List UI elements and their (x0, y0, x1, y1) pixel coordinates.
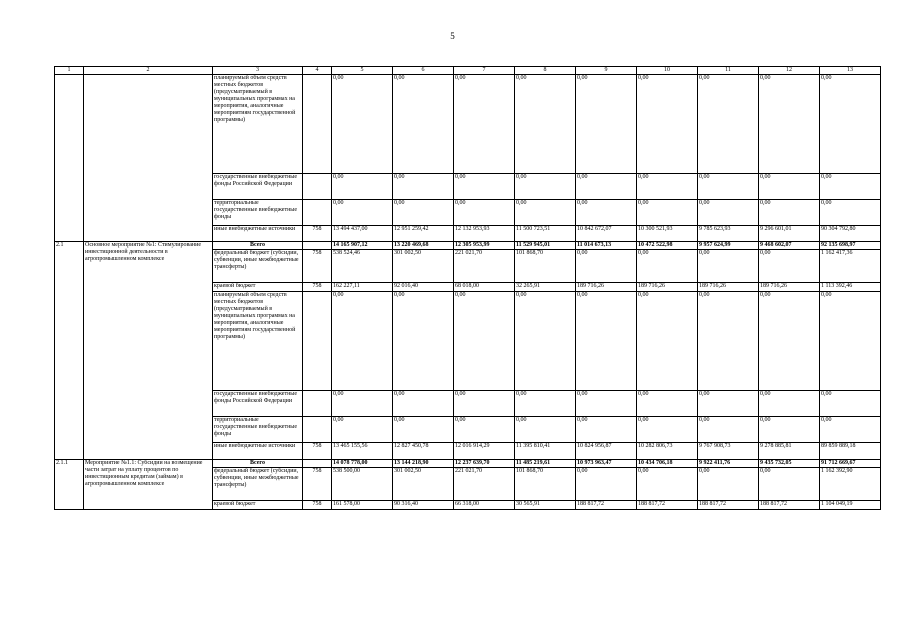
amount-cell: 0,00 (515, 417, 576, 443)
table-row (55, 460, 881, 468)
amount-cell: 0,00 (393, 174, 454, 200)
column-header: 1 (55, 67, 84, 75)
budget-code-cell (303, 174, 332, 200)
amount-cell: 301 002,50 (393, 468, 454, 501)
amount-cell: 0,00 (698, 200, 759, 226)
funding-source-cell: федеральный бюджет (субсидии, субвенции, иные межбюджетные трансферты) (213, 468, 303, 501)
funding-source-cell: планируемый объем средств местных бюджетов (предусматриваемый в муниципальных программах на мероприятия, аналогичные мероприятиям государственной программы) (213, 75, 303, 174)
amount-cell: 189 716,26 (637, 283, 698, 292)
amount-cell: 0,00 (698, 174, 759, 200)
amount-cell: 0,00 (637, 174, 698, 200)
amount-cell: 0,00 (393, 292, 454, 391)
amount-cell: 11 500 723,51 (515, 226, 576, 242)
row-number-cell: 2.1 (55, 242, 84, 460)
funding-source-cell: Всего (213, 460, 303, 468)
amount-cell: 101 868,70 (515, 250, 576, 283)
amount-cell: 1 104 049,19 (820, 501, 881, 510)
amount-cell: 0,00 (332, 292, 393, 391)
column-header: 2 (84, 67, 213, 75)
amount-cell: 0,00 (515, 391, 576, 417)
amount-cell: 12 132 953,93 (454, 226, 515, 242)
amount-cell: 0,00 (820, 292, 881, 391)
amount-cell: 11 485 219,61 (515, 460, 576, 468)
budget-code-cell (303, 242, 332, 250)
amount-cell: 0,00 (332, 75, 393, 174)
amount-cell: 0,00 (820, 200, 881, 226)
amount-cell: 12 827 450,78 (393, 443, 454, 460)
budget-code-cell (303, 460, 332, 468)
amount-cell: 538 524,46 (332, 250, 393, 283)
amount-cell: 0,00 (759, 468, 820, 501)
amount-cell: 90 304 792,80 (820, 226, 881, 242)
amount-cell: 0,00 (820, 75, 881, 174)
amount-cell: 9 468 602,07 (759, 242, 820, 250)
amount-cell: 189 716,26 (576, 283, 637, 292)
amount-cell: 0,00 (576, 174, 637, 200)
amount-cell: 0,00 (515, 200, 576, 226)
budget-code-cell: 758 (303, 226, 332, 242)
amount-cell: 0,00 (576, 200, 637, 226)
amount-cell: 0,00 (698, 292, 759, 391)
amount-cell: 101 868,70 (515, 468, 576, 501)
amount-cell: 10 434 706,18 (637, 460, 698, 468)
page-number: 5 (450, 31, 455, 41)
amount-cell: 91 712 669,67 (820, 460, 881, 468)
measure-name-cell: Мероприятие №1.1: Субсидии на возмещение части затрат на уплату процентов по инвестиционным кредитам (займам) в агропромышленном комплексе (84, 460, 213, 510)
amount-cell: 13 494 437,00 (332, 226, 393, 242)
amount-cell: 0,00 (698, 417, 759, 443)
amount-cell: 14 165 907,12 (332, 242, 393, 250)
amount-cell: 0,00 (698, 250, 759, 283)
amount-cell: 188 817,72 (698, 501, 759, 510)
column-header: 3 (213, 67, 303, 75)
budget-code-cell: 758 (303, 250, 332, 283)
amount-cell: 0,00 (515, 75, 576, 174)
budget-code-cell: 758 (303, 283, 332, 292)
amount-cell: 12 951 259,42 (393, 226, 454, 242)
column-header: 8 (515, 67, 576, 75)
amount-cell: 0,00 (698, 75, 759, 174)
amount-cell: 10 973 963,47 (576, 460, 637, 468)
amount-cell: 1 162 417,36 (820, 250, 881, 283)
amount-cell: 9 296 601,01 (759, 226, 820, 242)
amount-cell: 9 767 908,73 (698, 443, 759, 460)
budget-code-cell (303, 417, 332, 443)
amount-cell: 0,00 (576, 391, 637, 417)
amount-cell: 12 237 639,70 (454, 460, 515, 468)
amount-cell: 0,00 (332, 391, 393, 417)
funding-source-cell: краевой бюджет (213, 501, 303, 510)
funding-source-cell: территориальные государственные внебюджетные фонды (213, 417, 303, 443)
amount-cell: 161 578,00 (332, 501, 393, 510)
column-header-row (55, 67, 881, 75)
column-header: 12 (759, 67, 820, 75)
funding-source-cell: краевой бюджет (213, 283, 303, 292)
table-row (55, 75, 881, 174)
amount-cell: 0,00 (454, 174, 515, 200)
amount-cell: 0,00 (576, 292, 637, 391)
budget-code-cell (303, 75, 332, 174)
amount-cell: 0,00 (576, 75, 637, 174)
funding-source-cell: государственные внебюджетные фонды Российской Федерации (213, 174, 303, 200)
amount-cell: 0,00 (576, 417, 637, 443)
amount-cell: 301 002,50 (393, 250, 454, 283)
amount-cell: 11 014 673,13 (576, 242, 637, 250)
amount-cell: 538 500,00 (332, 468, 393, 501)
column-header: 7 (454, 67, 515, 75)
amount-cell: 12 016 914,29 (454, 443, 515, 460)
amount-cell: 10 824 956,87 (576, 443, 637, 460)
amount-cell: 0,00 (698, 468, 759, 501)
amount-cell: 0,00 (332, 200, 393, 226)
amount-cell: 10 472 522,98 (637, 242, 698, 250)
budget-code-cell: 758 (303, 468, 332, 501)
measure-name-cell (84, 75, 213, 242)
amount-cell: 162 227,11 (332, 283, 393, 292)
column-header: 6 (393, 67, 454, 75)
amount-cell: 0,00 (515, 292, 576, 391)
amount-cell: 0,00 (759, 292, 820, 391)
amount-cell: 13 465 155,56 (332, 443, 393, 460)
amount-cell: 0,00 (454, 417, 515, 443)
column-header: 13 (820, 67, 881, 75)
amount-cell: 0,00 (759, 417, 820, 443)
amount-cell: 92 135 698,97 (820, 242, 881, 250)
amount-cell: 13 220 469,68 (393, 242, 454, 250)
measure-name-cell: Основное мероприятие №1: Стимулирование инвестиционной деятельности в агропромышленном комплексе (84, 242, 213, 460)
amount-cell: 0,00 (759, 391, 820, 417)
amount-cell: 0,00 (637, 292, 698, 391)
amount-cell: 221 021,70 (454, 250, 515, 283)
budget-code-cell (303, 391, 332, 417)
budget-code-cell (303, 292, 332, 391)
amount-cell: 14 078 778,00 (332, 460, 393, 468)
column-header: 4 (303, 67, 332, 75)
column-header: 10 (637, 67, 698, 75)
amount-cell: 9 785 623,93 (698, 226, 759, 242)
budget-table (54, 66, 881, 510)
amount-cell: 0,00 (393, 391, 454, 417)
amount-cell: 0,00 (759, 250, 820, 283)
amount-cell: 1 113 392,46 (820, 283, 881, 292)
amount-cell: 9 957 624,99 (698, 242, 759, 250)
budget-code-cell (303, 200, 332, 226)
amount-cell: 0,00 (759, 200, 820, 226)
table-row (55, 242, 881, 250)
funding-source-cell: иные внебюджетные источники (213, 226, 303, 242)
amount-cell: 11 529 945,01 (515, 242, 576, 250)
amount-cell: 0,00 (820, 391, 881, 417)
amount-cell: 0,00 (454, 391, 515, 417)
amount-cell: 188 817,72 (759, 501, 820, 510)
amount-cell: 11 395 810,41 (515, 443, 576, 460)
table-body (55, 67, 881, 510)
amount-cell: 10 300 521,93 (637, 226, 698, 242)
amount-cell: 66 318,00 (454, 501, 515, 510)
amount-cell: 221 021,70 (454, 468, 515, 501)
amount-cell: 9 278 885,81 (759, 443, 820, 460)
amount-cell: 9 435 732,05 (759, 460, 820, 468)
amount-cell: 0,00 (393, 417, 454, 443)
amount-cell: 0,00 (637, 250, 698, 283)
amount-cell: 0,00 (576, 250, 637, 283)
funding-source-cell: Всего (213, 242, 303, 250)
amount-cell: 189 716,26 (759, 283, 820, 292)
budget-code-cell: 758 (303, 443, 332, 460)
amount-cell: 1 162 392,90 (820, 468, 881, 501)
amount-cell: 188 817,72 (576, 501, 637, 510)
amount-cell: 0,00 (637, 468, 698, 501)
amount-cell: 90 316,40 (393, 501, 454, 510)
funding-source-cell: иные внебюджетные источники (213, 443, 303, 460)
amount-cell: 0,00 (820, 417, 881, 443)
amount-cell: 30 565,91 (515, 501, 576, 510)
amount-cell: 0,00 (393, 200, 454, 226)
amount-cell: 10 282 806,73 (637, 443, 698, 460)
amount-cell: 32 265,91 (515, 283, 576, 292)
amount-cell: 0,00 (454, 75, 515, 174)
amount-cell: 0,00 (454, 200, 515, 226)
funding-source-cell: территориальные государственные внебюджетные фонды (213, 200, 303, 226)
amount-cell: 0,00 (332, 174, 393, 200)
amount-cell: 9 922 411,76 (698, 460, 759, 468)
amount-cell: 10 842 672,07 (576, 226, 637, 242)
funding-source-cell: планируемый объем средств местных бюджетов (предусматриваемый в муниципальных программах на мероприятия, аналогичные мероприятиям государственной программы) (213, 292, 303, 391)
amount-cell: 68 018,00 (454, 283, 515, 292)
amount-cell: 0,00 (637, 75, 698, 174)
amount-cell: 0,00 (637, 417, 698, 443)
row-number-cell (55, 75, 84, 242)
funding-source-cell: государственные внебюджетные фонды Российской Федерации (213, 391, 303, 417)
amount-cell: 0,00 (698, 391, 759, 417)
amount-cell: 0,00 (637, 200, 698, 226)
column-header: 9 (576, 67, 637, 75)
amount-cell: 188 817,72 (637, 501, 698, 510)
amount-cell: 0,00 (759, 174, 820, 200)
budget-code-cell: 758 (303, 501, 332, 510)
amount-cell: 0,00 (820, 174, 881, 200)
amount-cell: 0,00 (637, 391, 698, 417)
amount-cell: 0,00 (515, 174, 576, 200)
column-header: 5 (332, 67, 393, 75)
amount-cell: 89 859 889,18 (820, 443, 881, 460)
funding-source-cell: федеральный бюджет (субсидии, субвенции, иные межбюджетные трансферты) (213, 250, 303, 283)
amount-cell: 13 144 218,90 (393, 460, 454, 468)
amount-cell: 0,00 (759, 75, 820, 174)
amount-cell: 0,00 (454, 292, 515, 391)
amount-cell: 0,00 (576, 468, 637, 501)
amount-cell: 0,00 (332, 417, 393, 443)
amount-cell: 92 016,40 (393, 283, 454, 292)
amount-cell: 189 716,26 (698, 283, 759, 292)
column-header: 11 (698, 67, 759, 75)
amount-cell: 12 305 953,99 (454, 242, 515, 250)
row-number-cell: 2.1.1 (55, 460, 84, 510)
amount-cell: 0,00 (393, 75, 454, 174)
